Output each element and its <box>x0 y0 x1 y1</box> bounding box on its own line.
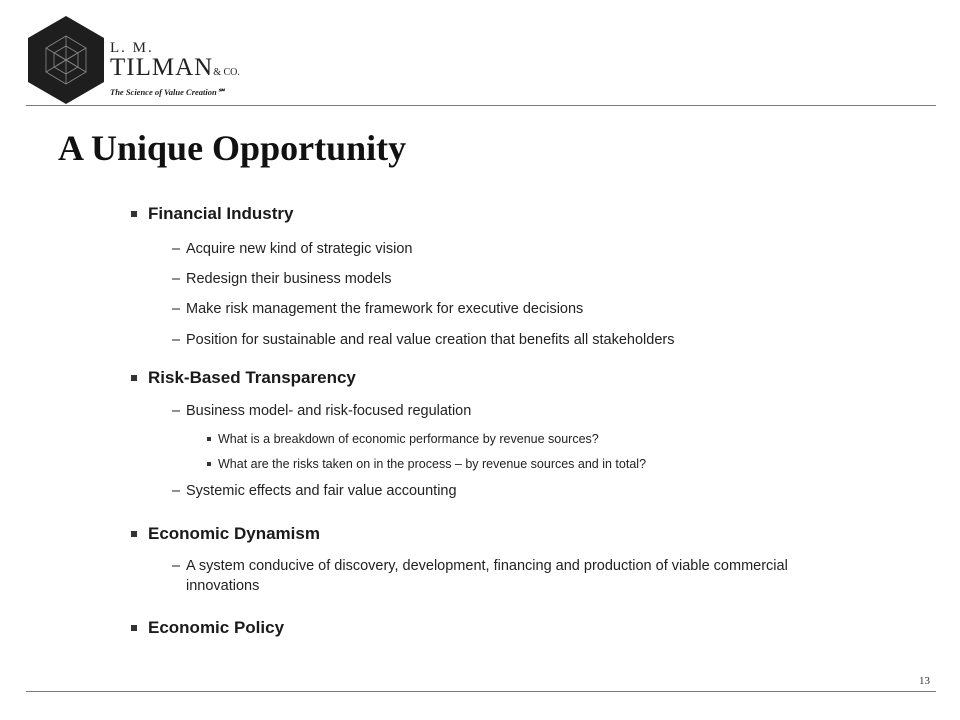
company-brand <box>110 40 240 98</box>
dash-bullet-icon: – <box>172 241 181 257</box>
dash-bullet-icon: – <box>172 271 181 287</box>
hexagon-cube-icon <box>26 14 106 106</box>
dash-bullet-icon: – <box>172 301 181 317</box>
square-bullet-icon <box>131 375 137 381</box>
footer-divider <box>26 691 936 692</box>
sub-list-item: What is a breakdown of economic performance by revenue sources? <box>207 432 599 446</box>
square-bullet-icon <box>207 462 211 466</box>
square-bullet-icon <box>131 211 137 217</box>
company-logo <box>26 14 106 106</box>
header-divider <box>26 105 936 106</box>
section-heading: Economic Policy <box>131 618 284 638</box>
square-bullet-icon <box>207 437 211 441</box>
list-item: – Redesign their business models <box>172 271 392 287</box>
list-item: – Make risk management the framework for executive decisions <box>172 301 584 317</box>
section-heading: Risk-Based Transparency <box>131 368 356 388</box>
slide-title: A Unique Opportunity <box>58 128 407 168</box>
list-item: – A system conducive of discovery, development, financing and production of viable commercial innovations <box>172 558 788 594</box>
brand-initials: L. M. <box>110 40 154 56</box>
sub-list-item: What are the risks taken on in the process – by revenue sources and in total? <box>207 457 646 471</box>
page-number: 13 <box>919 675 930 687</box>
dash-bullet-icon: – <box>172 558 181 574</box>
section-heading: Financial Industry <box>131 204 293 224</box>
brand-tagline: The Science of Value Creation℠ <box>110 87 226 97</box>
section-heading: Economic Dynamism <box>131 524 320 544</box>
list-item: – Acquire new kind of strategic vision <box>172 241 413 257</box>
square-bullet-icon <box>131 531 137 537</box>
brand-name: TILMAN <box>110 54 214 81</box>
dash-bullet-icon: – <box>172 403 181 419</box>
dash-bullet-icon: – <box>172 332 181 348</box>
dash-bullet-icon: – <box>172 483 181 499</box>
list-item: – Business model- and risk-focused regulation <box>172 403 472 419</box>
square-bullet-icon <box>131 625 137 631</box>
list-item: – Systemic effects and fair value accounting <box>172 483 457 499</box>
brand-suffix: & CO. <box>213 67 240 78</box>
list-item: – Position for sustainable and real value creation that benefits all stakeholders <box>172 332 675 348</box>
